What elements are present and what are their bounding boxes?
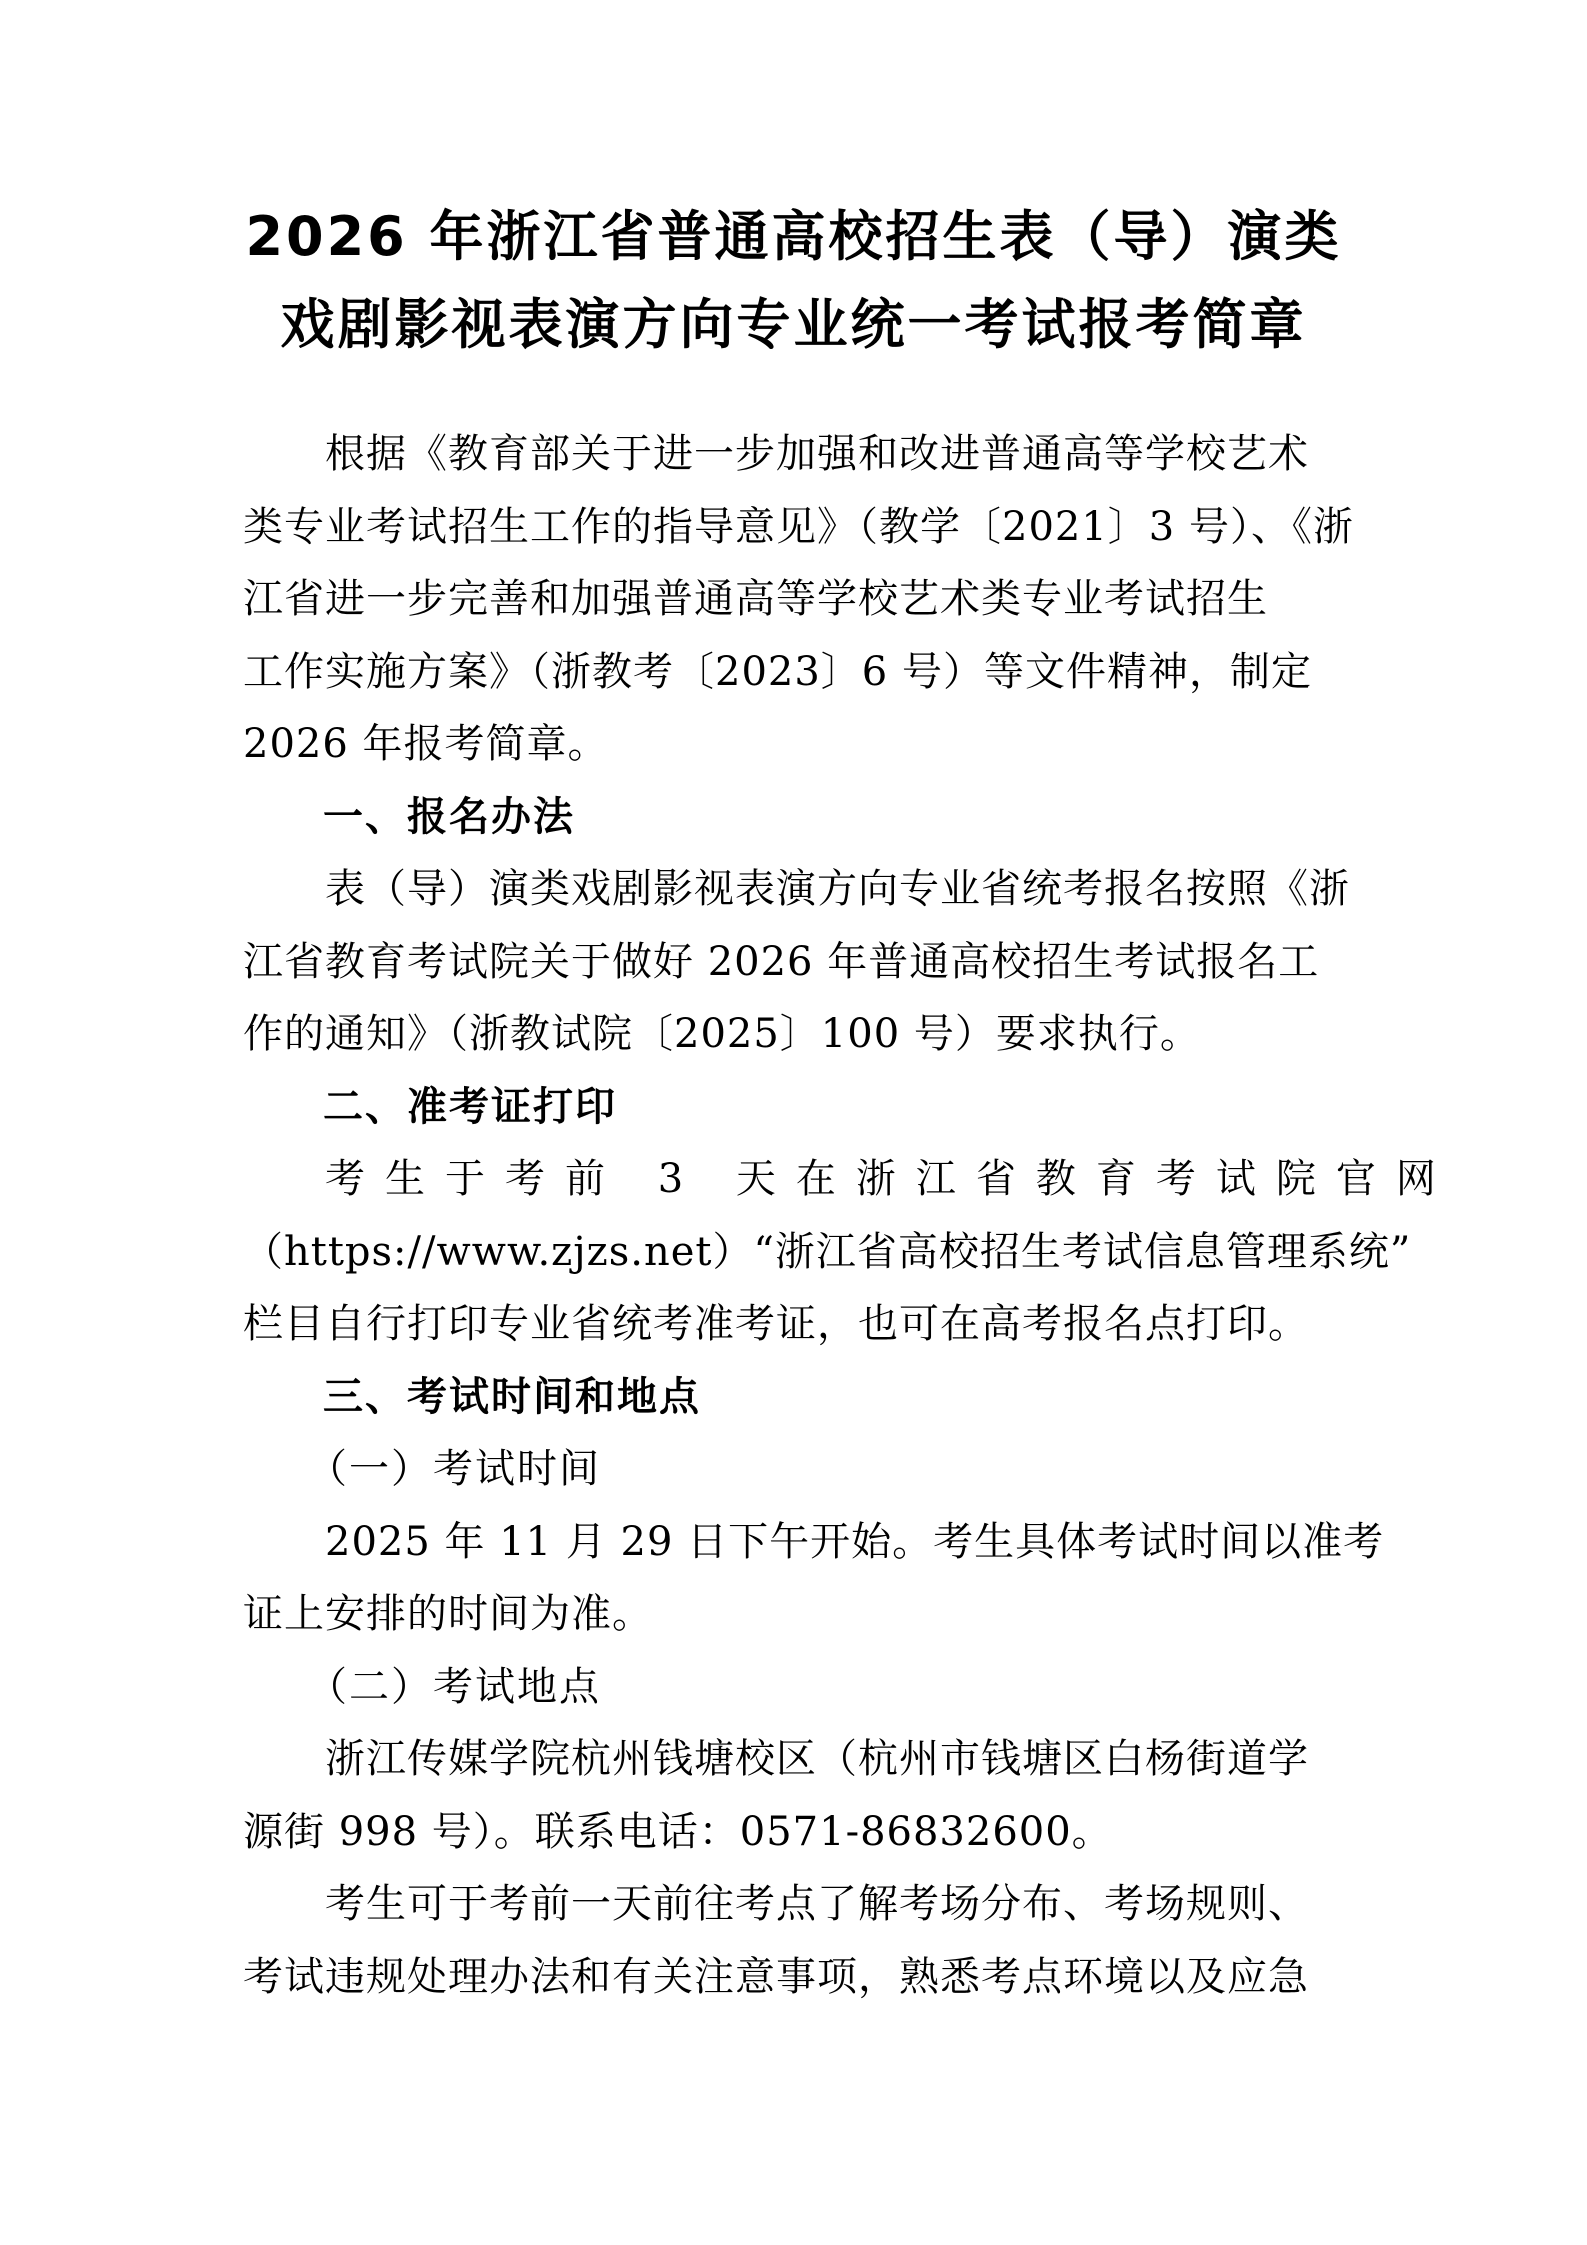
section-2-paragraph [243,1143,1456,1361]
intro-line-4: 工作实施方案》（浙教考〔2023〕6 号）等文件精神，制定 [243,648,1312,695]
title-line-1: 2026 年浙江省普通高校招生表（导）演类 [245,205,1342,268]
section-3-sub-1-line-1: 2025 年 11 月 29 日下午开始。考生具体考试时间以准考 [325,1518,1385,1565]
section-3-sub-2-heading: （二）考试地点 [307,1663,601,1710]
section-1-line-2: 江省教育考试院关于做好 2026 年普通高校招生考试报名工 [243,938,1320,985]
section-3-sub-1-line-2: 证上安排的时间为准。 [243,1591,653,1637]
section-3-sub-2-line-2: 源街 998 号）。联系电话：0571-86832600。 [243,1808,1113,1855]
section-3-sub-1-heading: （一）考试时间 [307,1446,601,1492]
section-3-notice-line-2: 考试违规处理办法和有关注意事项，熟悉考点环境以及应急 [243,1953,1309,2000]
section-3-sub-2-line-1: 浙江传媒学院杭州钱塘校区（杭州市钱塘区白杨街道学 [325,1736,1309,1782]
intro-line-5: 2026 年报考简章。 [243,721,609,767]
intro-line-1: 根据《教育部关于进一步加强和改进普通高等学校艺术 [325,431,1309,477]
document-title [240,193,1347,369]
section-3-notice-line-1: 考生可于考前一天前往考点了解考场分布、考场规则、 [325,1881,1309,1927]
section-2-heading: 二、准考证打印 [323,1083,617,1130]
section-2-line-2: （https://www.zjzs.net）“浙江省高校招生考试信息管理系统” [243,1228,1412,1275]
section-1-paragraph [243,853,1351,1071]
section-1-line-3: 作的通知》（浙教试院〔2025〕100 号）要求执行。 [243,1011,1201,1057]
section-1-heading: 一、报名办法 [323,793,575,840]
intro-paragraph [243,418,1354,781]
section-3-sub-1-paragraph [243,1506,1385,1651]
section-3-heading: 三、考试时间和地点 [323,1373,701,1420]
document-body [243,418,1456,2013]
section-3-sub-2-paragraph [243,1723,1351,1868]
intro-line-2: 类专业考试招生工作的指导意见》（教学〔2021〕3 号）、《浙 [243,503,1354,550]
section-2-line-1: 考生于考前 3 天在浙江省教育考试院官网 [325,1156,1456,1202]
section-2-line-3: 栏目自行打印专业省统考准考证，也可在高考报名点打印。 [243,1301,1309,1347]
section-1-line-1: 表（导）演类戏剧影视表演方向专业省统考报名按照《浙 [325,866,1350,912]
intro-line-3: 江省进一步完善和加强普通高等学校艺术类专业考试招生 [243,576,1268,622]
section-3-notice-paragraph [243,1868,1351,2013]
title-line-2: 戏剧影视表演方向专业统一考试报考简章 [280,293,1307,356]
